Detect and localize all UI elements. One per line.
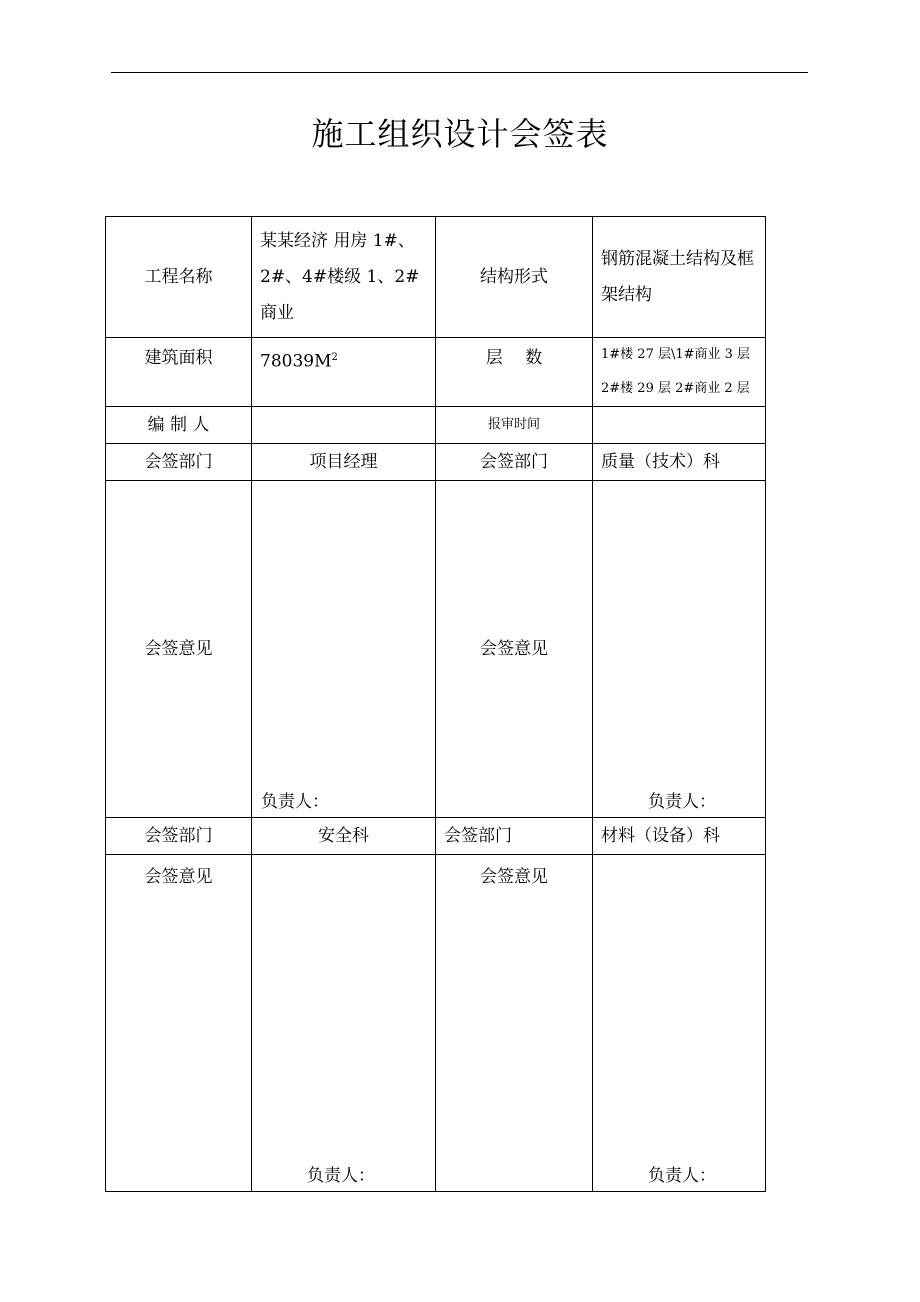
section2-dept-row bbox=[106, 818, 766, 855]
area-label: 建筑面积 bbox=[106, 338, 252, 407]
signoff-form-table bbox=[105, 216, 766, 1192]
section2-signer-right: 负责人： bbox=[648, 1166, 716, 1186]
floors-label: 层 数 bbox=[436, 338, 593, 407]
section2-signer-left: 负责人： bbox=[307, 1166, 375, 1186]
page-title: 施工组织设计会签表 bbox=[311, 115, 609, 153]
project-name-label: 工程名称 bbox=[106, 217, 252, 338]
section1-opinion-row bbox=[106, 481, 766, 818]
section2-dept-label-left: 会签部门 bbox=[106, 818, 252, 855]
section2-dept-label-right: 会签部门 bbox=[436, 818, 593, 855]
author-label: 编 制 人 bbox=[106, 407, 252, 444]
section1-signer-right: 负责人： bbox=[648, 792, 716, 812]
section2-opinion-row bbox=[106, 855, 766, 1192]
author-row bbox=[106, 407, 766, 444]
section2-dept-left: 安全科 bbox=[252, 818, 436, 855]
section1-dept-row bbox=[106, 444, 766, 481]
section1-opinion-right[interactable] bbox=[593, 481, 766, 818]
section2-opinion-left[interactable] bbox=[252, 855, 436, 1192]
area-row bbox=[106, 338, 766, 407]
section1-dept-label-right: 会签部门 bbox=[436, 444, 593, 481]
section2-dept-right: 材料（设备）科 bbox=[593, 818, 766, 855]
floors-line-2: 2#楼 29 层 2#商业 2 层 bbox=[601, 381, 750, 396]
project-name-row bbox=[106, 217, 766, 338]
section1-dept-right: 质量（技术）科 bbox=[593, 444, 766, 481]
section1-opinion-label-left: 会签意见 bbox=[106, 481, 252, 818]
section1-dept-left: 项目经理 bbox=[252, 444, 436, 481]
header-rule bbox=[111, 72, 808, 73]
floors-value-cell bbox=[593, 338, 766, 407]
submit-time-value[interactable] bbox=[593, 407, 766, 444]
section1-dept-label-left: 会签部门 bbox=[106, 444, 252, 481]
structure-value: 钢筋混凝土结构及框架结构 bbox=[593, 217, 766, 338]
section2-opinion-label-left: 会签意见 bbox=[106, 855, 252, 1192]
section2-opinion-right[interactable] bbox=[593, 855, 766, 1192]
project-name-value: 某某经济 用房 1#、2#、4#楼级 1、2#商业 bbox=[252, 217, 436, 338]
section1-opinion-label-right: 会签意见 bbox=[436, 481, 593, 818]
submit-time-label: 报审时间 bbox=[436, 407, 593, 444]
structure-label: 结构形式 bbox=[436, 217, 593, 338]
section1-signer-left: 负责人： bbox=[261, 792, 329, 812]
area-value-cell bbox=[252, 338, 436, 407]
section2-opinion-label-right: 会签意见 bbox=[436, 855, 593, 1192]
author-value[interactable] bbox=[252, 407, 436, 444]
section1-opinion-left[interactable] bbox=[252, 481, 436, 818]
area-value: 78039M bbox=[260, 351, 332, 372]
floors-line-1: 1#楼 27 层\1#商业 3 层 bbox=[601, 347, 751, 362]
area-unit-superscript: 2 bbox=[331, 352, 338, 363]
